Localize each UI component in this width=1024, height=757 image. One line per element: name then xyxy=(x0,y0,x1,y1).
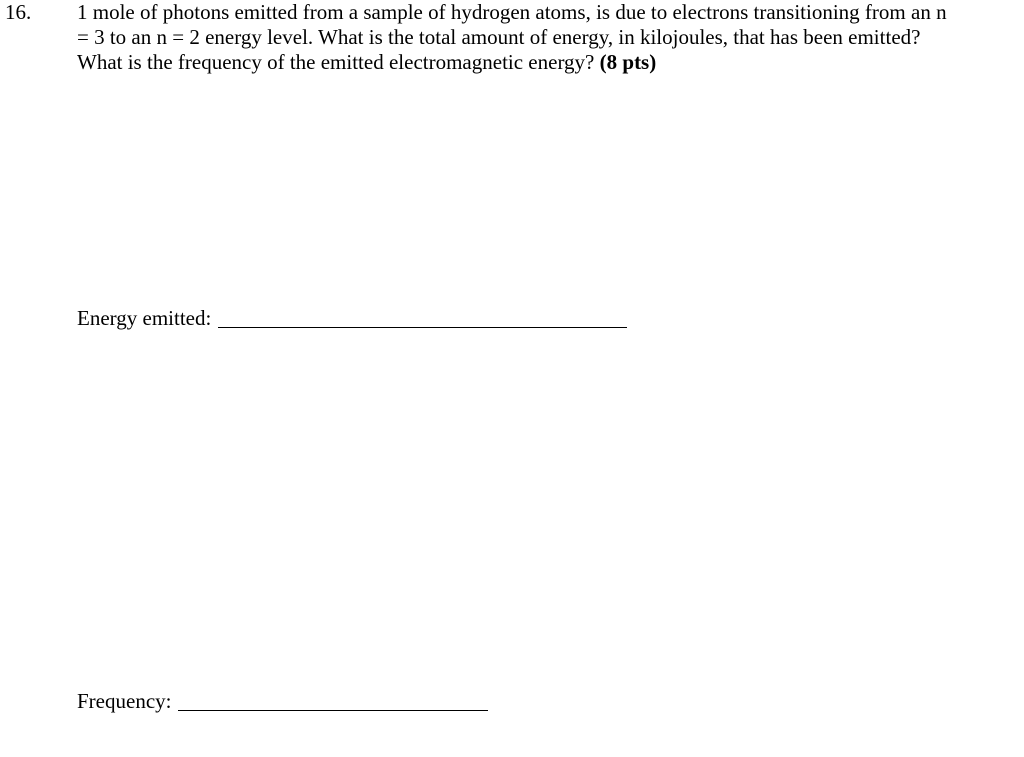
question-text xyxy=(77,0,1007,75)
question-line-3-text: What is the frequency of the emitted electromagnetic energy? xyxy=(77,50,595,74)
question-line-1: 1 mole of photons emitted from a sample of hydrogen atoms, is due to electrons transitioning from an n xyxy=(77,0,947,24)
question-points: (8 pts) xyxy=(599,50,657,74)
energy-answer-row xyxy=(77,306,627,331)
question-line-3 xyxy=(77,50,1007,75)
frequency-answer-blank[interactable] xyxy=(178,690,488,711)
frequency-answer-row xyxy=(77,689,488,714)
energy-answer-blank[interactable] xyxy=(218,307,627,328)
frequency-label: Frequency: xyxy=(77,689,172,713)
question-line-2: = 3 to an n = 2 energy level. What is the total amount of energy, in kilojoules, that has been emitted? xyxy=(77,25,921,49)
energy-emitted-label: Energy emitted: xyxy=(77,306,212,330)
question-number: 16. xyxy=(5,0,32,24)
